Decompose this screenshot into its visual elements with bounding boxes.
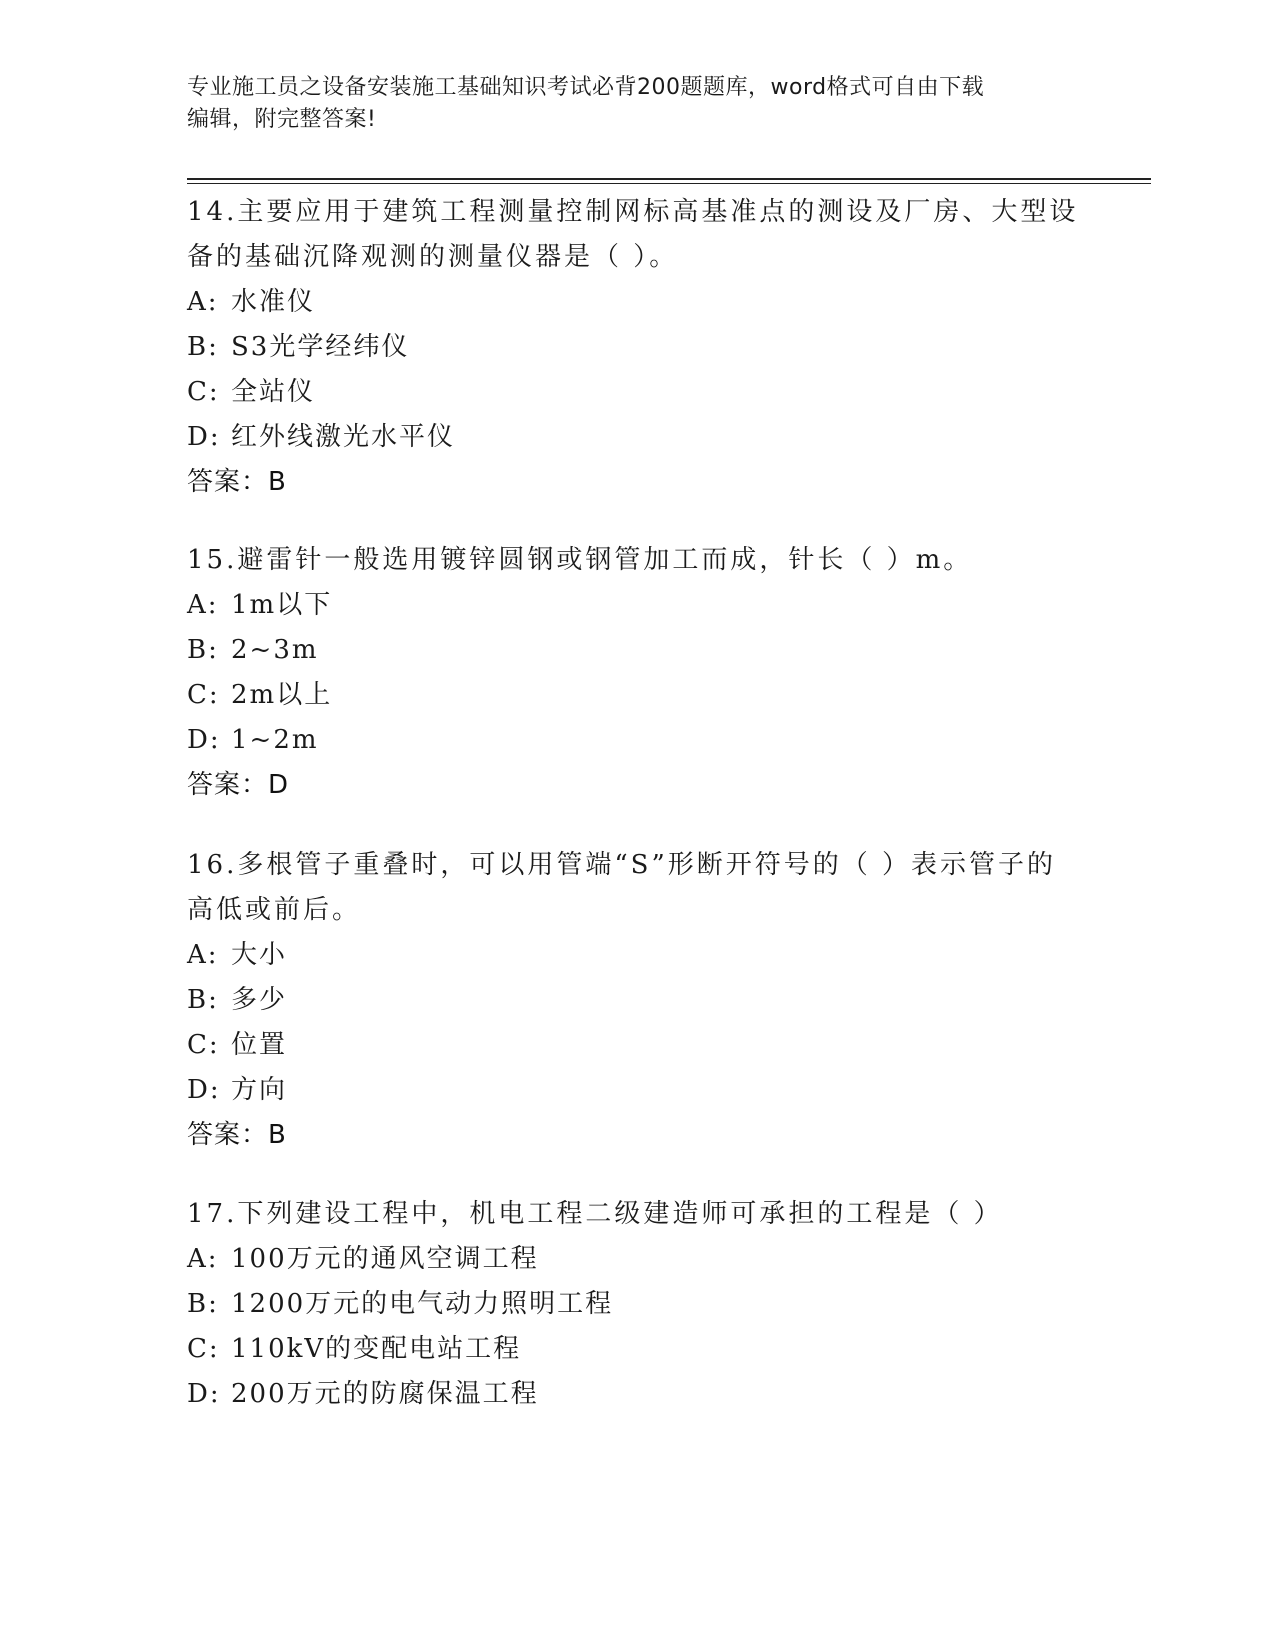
option-c <box>187 1327 1087 1372</box>
option-b <box>187 1282 1087 1327</box>
option-text: 2~3m <box>231 635 319 665</box>
question-17 <box>187 1192 1087 1417</box>
document-header <box>187 72 1067 136</box>
option-d <box>187 718 1087 763</box>
option-letter: A: <box>187 1244 219 1274</box>
option-b <box>187 325 1087 370</box>
option-letter: B: <box>187 635 219 665</box>
option-b <box>187 628 1087 673</box>
option-text: 200万元的防腐保温工程 <box>231 1379 539 1409</box>
option-b <box>187 978 1087 1023</box>
option-a <box>187 280 1087 325</box>
option-letter: D: <box>187 725 221 755</box>
option-text: 大小 <box>231 940 288 970</box>
question-stem-line-1: 17.下列建设工程中，机电工程二级建造师可承担的工程是（ ） <box>187 1199 1003 1229</box>
answer-line: 答案：B <box>187 1120 287 1150</box>
option-text: S3光学经纬仪 <box>231 332 410 362</box>
option-letter: C: <box>187 1334 220 1364</box>
option-letter: B: <box>187 1289 219 1319</box>
option-text: 位置 <box>231 1030 288 1060</box>
question-stem-line-2: 备的基础沉降观测的测量仪器是（ ）。 <box>187 242 679 272</box>
option-c <box>187 1023 1087 1068</box>
option-c <box>187 673 1087 718</box>
answer-line: 答案：D <box>187 770 290 800</box>
question-stem-line-1: 14.主要应用于建筑工程测量控制网标高基准点的测设及厂房、大型设 <box>187 197 1079 227</box>
header-divider <box>187 178 1151 180</box>
option-d <box>187 1372 1087 1417</box>
question-14 <box>187 190 1087 505</box>
option-letter: A: <box>187 287 219 317</box>
option-letter: D: <box>187 1075 221 1105</box>
option-text: 2m以上 <box>231 680 333 710</box>
option-letter: C: <box>187 377 220 407</box>
option-a <box>187 933 1087 978</box>
question-stem-line-2: 高低或前后。 <box>187 895 362 925</box>
option-d <box>187 415 1087 460</box>
question-15 <box>187 538 1087 808</box>
answer-line: 答案：B <box>187 467 287 497</box>
option-d <box>187 1068 1087 1113</box>
question-16 <box>187 843 1087 1158</box>
option-text: 多少 <box>231 985 288 1015</box>
option-text: 1~2m <box>231 725 319 755</box>
option-text: 全站仪 <box>231 377 316 407</box>
option-letter: A: <box>187 940 219 970</box>
option-c <box>187 370 1087 415</box>
option-letter: A: <box>187 590 219 620</box>
option-text: 100万元的通风空调工程 <box>231 1244 539 1274</box>
option-text: 水准仪 <box>231 287 316 317</box>
option-a <box>187 1237 1087 1282</box>
question-stem-line-1: 16.多根管子重叠时，可以用管端“S”形断开符号的（ ）表示管子的 <box>187 850 1057 880</box>
option-letter: D: <box>187 422 221 452</box>
option-text: 红外线激光水平仪 <box>231 422 456 452</box>
option-letter: D: <box>187 1379 221 1409</box>
option-text: 方向 <box>231 1075 288 1105</box>
option-a <box>187 583 1087 628</box>
header-divider-thin <box>187 183 1151 184</box>
option-letter: B: <box>187 332 219 362</box>
option-text: 1m以下 <box>231 590 333 620</box>
option-letter: C: <box>187 680 220 710</box>
option-letter: C: <box>187 1030 220 1060</box>
option-letter: B: <box>187 985 219 1015</box>
option-text: 110kV的变配电站工程 <box>231 1334 522 1364</box>
question-stem-line-1: 15.避雷针一般选用镀锌圆钢或钢管加工而成，针长（ ）m。 <box>187 545 973 575</box>
header-line-2: 编辑，附完整答案! <box>187 107 377 132</box>
option-text: 1200万元的电气动力照明工程 <box>231 1289 614 1319</box>
header-line-1: 专业施工员之设备安装施工基础知识考试必背200题题库，word格式可自由下载 <box>187 75 985 100</box>
